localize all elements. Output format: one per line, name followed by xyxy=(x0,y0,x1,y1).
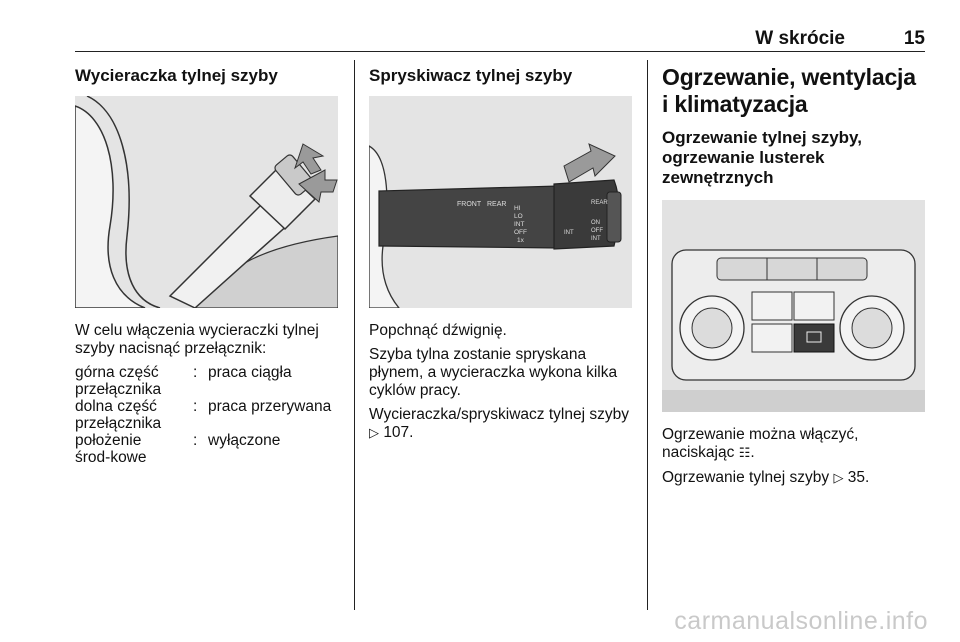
lever-label-rear2: REAR xyxy=(591,200,608,206)
position-value: praca ciągła xyxy=(208,364,292,381)
position-label: położenie środ-kowe xyxy=(75,432,147,466)
lever-label-off: OFF xyxy=(514,229,527,236)
position-value: praca przerywana xyxy=(208,398,332,415)
washer-reference xyxy=(369,406,634,443)
column-divider-2 xyxy=(647,60,648,610)
header-rule xyxy=(75,51,925,52)
instruction-end: . xyxy=(750,444,755,461)
lever-label-rear: REAR xyxy=(487,201,507,208)
page-ref-triangle-icon: ▷ xyxy=(833,471,844,486)
lever-label-int3: INT xyxy=(591,236,601,242)
defrost-subheading: Ogrzewanie tylnej szyby, ogrzewanie lusterek zewnętrznych xyxy=(662,128,862,187)
watermark: carmanualsonline.info xyxy=(674,607,928,635)
lever-label-hi: HI xyxy=(514,205,521,212)
section-title: W skrócie xyxy=(755,28,845,49)
column-divider-1 xyxy=(354,60,355,610)
lever-label-on: ON xyxy=(591,220,600,226)
washer-step: Popchnąć dźwignię. xyxy=(369,322,507,339)
separator: : xyxy=(193,432,198,449)
rear-washer-heading: Spryskiwacz tylnej szyby xyxy=(369,66,573,85)
page-header xyxy=(75,28,925,52)
reference-text: Wycieraczka/spryskiwacz tylnej szyby xyxy=(369,406,629,423)
separator: : xyxy=(193,364,198,381)
page-ref-triangle-icon: ▷ xyxy=(369,426,379,441)
lever-label-1x: 1x xyxy=(517,237,524,244)
climate-heading: Ogrzewanie, wentylacja i klimatyzacja xyxy=(662,64,916,117)
list-item xyxy=(75,432,340,466)
reference-text: Ogrzewanie tylnej szyby xyxy=(662,469,830,486)
list-item xyxy=(75,398,340,432)
page-number: 15 xyxy=(903,28,925,49)
lever-label-int: INT xyxy=(514,221,525,228)
switch-position-list xyxy=(75,364,340,466)
lever-label-int2: INT xyxy=(564,230,574,236)
climate-panel-illustration xyxy=(662,200,925,412)
washer-lever-illustration xyxy=(369,96,632,308)
position-label: dolna część przełącznika xyxy=(75,398,162,432)
defrost-reference xyxy=(662,469,927,488)
list-item xyxy=(75,364,340,398)
position-label: górna część przełącznika xyxy=(75,364,162,398)
reference-page[interactable]: 35. xyxy=(847,469,870,486)
defrost-instruction xyxy=(662,426,927,463)
lever-label-front: FRONT xyxy=(457,201,482,208)
instruction-text: Ogrzewanie można włączyć, naciskając xyxy=(662,426,859,461)
separator: : xyxy=(193,398,198,415)
rear-wiper-heading: Wycieraczka tylnej szyby xyxy=(75,66,278,85)
reference-page[interactable]: 107. xyxy=(383,424,414,441)
lever-label-off2: OFF xyxy=(591,228,603,234)
position-value: wyłączone xyxy=(208,432,281,449)
rear-defrost-icon: ☷ xyxy=(738,446,751,461)
lever-label-lo: LO xyxy=(514,213,523,220)
washer-result: Szyba tylna zostanie spryskana płynem, a wycieraczka wykona kilka cyklów pracy. xyxy=(369,346,618,399)
rear-wiper-intro: W celu włączenia wycieraczki tylnej szyby nacisnąć przełącznik: xyxy=(75,322,319,357)
column-climate xyxy=(662,64,927,488)
steering-lever-illustration xyxy=(75,96,338,308)
column-rear-washer xyxy=(369,66,634,443)
column-rear-wiper xyxy=(75,66,340,466)
